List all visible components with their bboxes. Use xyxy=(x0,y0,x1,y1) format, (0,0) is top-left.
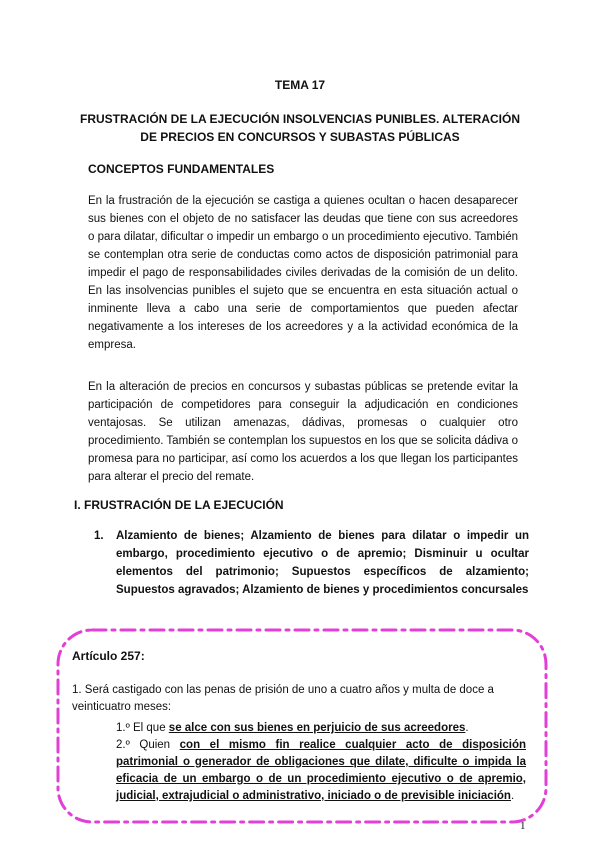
clause-1 xyxy=(116,720,526,737)
clause-2 xyxy=(116,737,526,805)
concepts-paragraph-2: En la alteración de precios en concursos y subastas públicas se pretende evitar la participación de competidores para conseguir la adjudicación en condiciones ventajosas. Se utilizan amenazas, dádivas, promesas o cualquier otro procedimiento. También se contemplan los supuestos en los que se solicita dádiva o promesa para no participar, así como los acuerdos a los que llegan los participantes para alterar el precio del remate. xyxy=(88,381,519,483)
section-heading: I. FRUSTRACIÓN DE LA EJECUCIÓN xyxy=(74,498,284,512)
document-subtitle: FRUSTRACIÓN DE LA EJECUCIÓN INSOLVENCIAS PUNIBLES. ALTERACIÓN DE PRECIOS EN CONCURSOS Y SUBASTAS PÚBLICAS xyxy=(79,112,521,144)
article-title: Artículo 257: xyxy=(72,649,145,663)
numbered-item xyxy=(94,527,529,599)
page-title: TEMA 17 xyxy=(274,78,326,92)
clause-1-prefix: 1.º El que xyxy=(116,722,169,734)
concepts-paragraph-1: En la frustración de la ejecución se castiga a quienes ocultan o hacen desaparecer sus bienes con el objeto de no satisfacer las deudas que tiene con sus acreedores o para dilatar, dificultar o impedir un embargo o un procedimiento ejecutivo. También se contemplan otra serie de conductas como actos de disposición patrimonial para impedir el pago de responsabilidades civiles derivadas de la comisión de un delito. En las insolvencias punibles el sujeto que se encuentra en esta situación actual o inminente lleva a cabo una serie de comportamientos que pueden afectar negativamente a los intereses de los acreedores y a la actividad económica de la empresa. xyxy=(88,195,519,351)
item-number: 1. xyxy=(94,530,104,542)
clause-1-underlined: se alce con sus bienes en perjuicio de sus acreedores xyxy=(168,722,466,734)
page-number: 1 xyxy=(520,820,526,832)
article-intro: 1. Será castigado con las penas de prisión de uno a cuatro años y multa de doce a veinticuatro meses: xyxy=(72,684,494,713)
clause-2-underlined: con el mismo fin realice cualquier acto de disposición patrimonial o generador de obligaciones que dilate, dificulte o impida la eficacia de un embargo o de un procedimiento ejecutivo o de apremio, judicial, extrajudicial o administrativo, iniciado o de previsible iniciación xyxy=(116,739,527,802)
clause-2-prefix: 2.º Quien xyxy=(116,739,180,751)
concepts-heading: CONCEPTOS FUNDAMENTALES xyxy=(88,162,275,176)
item-text: Alzamiento de bienes; Alzamiento de bienes para dilatar o impedir un embargo, procedimiento ejecutivo o de apremio; Disminuir u ocultar elementos del patrimonio; Supuestos específicos de alzamiento; Supuestos agravados; Alzamiento de bienes y procedimientos concursales xyxy=(116,530,529,596)
clause-2-suffix: . xyxy=(510,790,515,802)
article-clauses xyxy=(116,720,526,805)
clause-1-suffix: . xyxy=(465,722,469,734)
